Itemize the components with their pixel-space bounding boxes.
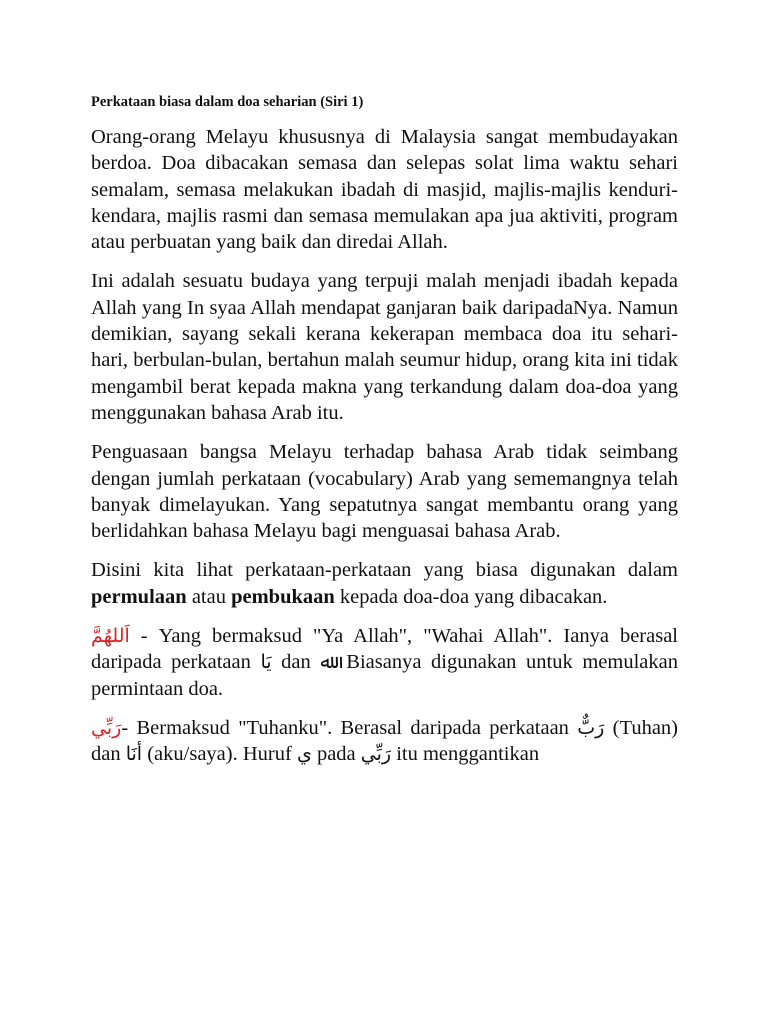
p6-text-5: itu menggantikan — [391, 743, 540, 766]
p6-text-4: pada — [311, 743, 361, 766]
p5-text-3: . Biasanya digunakan untuk memulakan permintaan doa. — [91, 651, 678, 700]
arabic-rabbi: رَبِّي — [360, 743, 392, 766]
p6-text-3: (aku/saya). Huruf — [142, 743, 297, 766]
paragraph-1: Orang-orang Melayu khususnya di Malaysia sangat membudayakan berdoa. Doa dibacakan semasa dan selepas solat lima waktu sehari semalam, semasa melakukan ibadah di masjid, majlis-majlis kenduri-kendara, majlis rasmi dan semasa memulakan apa jua aktiviti, program atau perbuatan yang baik dan diredai Allah. — [91, 126, 678, 254]
paragraph-2: Ini adalah sesuatu budaya yang terpuji malah menjadi ibadah kepada Allah yang In syaa Allah mendapat ganjaran baik daripadaNya. Namun demikian, sayang sekali kerana kekerapan membaca doa itu sehari-hari, berbulan-bulan, bertahun malah seumur hidup, orang kita ini tidak mengambil berat kepada makna yang terkandung dalam doa-doa yang menggunakan bahasa Arab itu. — [91, 270, 678, 424]
paragraph-3: Penguasaan bangsa Melayu terhadap bahasa Arab tidak seimbang dengan jumlah perkataan (vocabulary) Arab yang sememangnya telah banyak dimelayukan. Yang sepatutnya sangat membantu orang yang berlidahkan bahasa Melayu bagi menguasai bahasa Arab. — [91, 441, 678, 543]
p5-text-2: dan — [271, 651, 321, 674]
p4-text-2: atau — [186, 585, 232, 608]
bold-permulaan: permulaan — [91, 585, 187, 608]
document-title: Perkataan biasa dalam doa seharian (Siri 1) — [91, 94, 364, 110]
arabic-rabbi-red: رَبِّي — [91, 716, 122, 739]
p4-text-3: kepada doa-doa yang dibacakan. — [334, 585, 608, 608]
paragraph-5 — [91, 623, 678, 702]
arabic-rabb: رَبٌّ — [577, 716, 605, 739]
bold-pembukaan: pembukaan — [231, 585, 335, 608]
arabic-allah: ﷲ — [320, 651, 332, 674]
arabic-ya-letter: ي — [296, 743, 312, 766]
p5-text-1: - Yang bermaksud "Ya Allah", "Wahai Allah". Ianya berasal daripada perkataan — [91, 625, 678, 674]
p6-text-2: (Tuhan) dan — [91, 716, 678, 766]
arabic-ya: يَا — [260, 651, 272, 674]
paragraph-4 — [91, 557, 678, 610]
p4-text-1: Disini kita lihat perkataan-perkataan yang biasa digunakan dalam — [91, 559, 678, 582]
p6-text-1: - Bermaksud "Tuhanku". Berasal daripada perkataan — [121, 716, 578, 739]
arabic-allahumma: اَللهُمَّ — [91, 625, 130, 648]
arabic-ana: أنَا — [125, 743, 143, 766]
document-page — [91, 91, 678, 781]
paragraph-6 — [91, 715, 678, 768]
